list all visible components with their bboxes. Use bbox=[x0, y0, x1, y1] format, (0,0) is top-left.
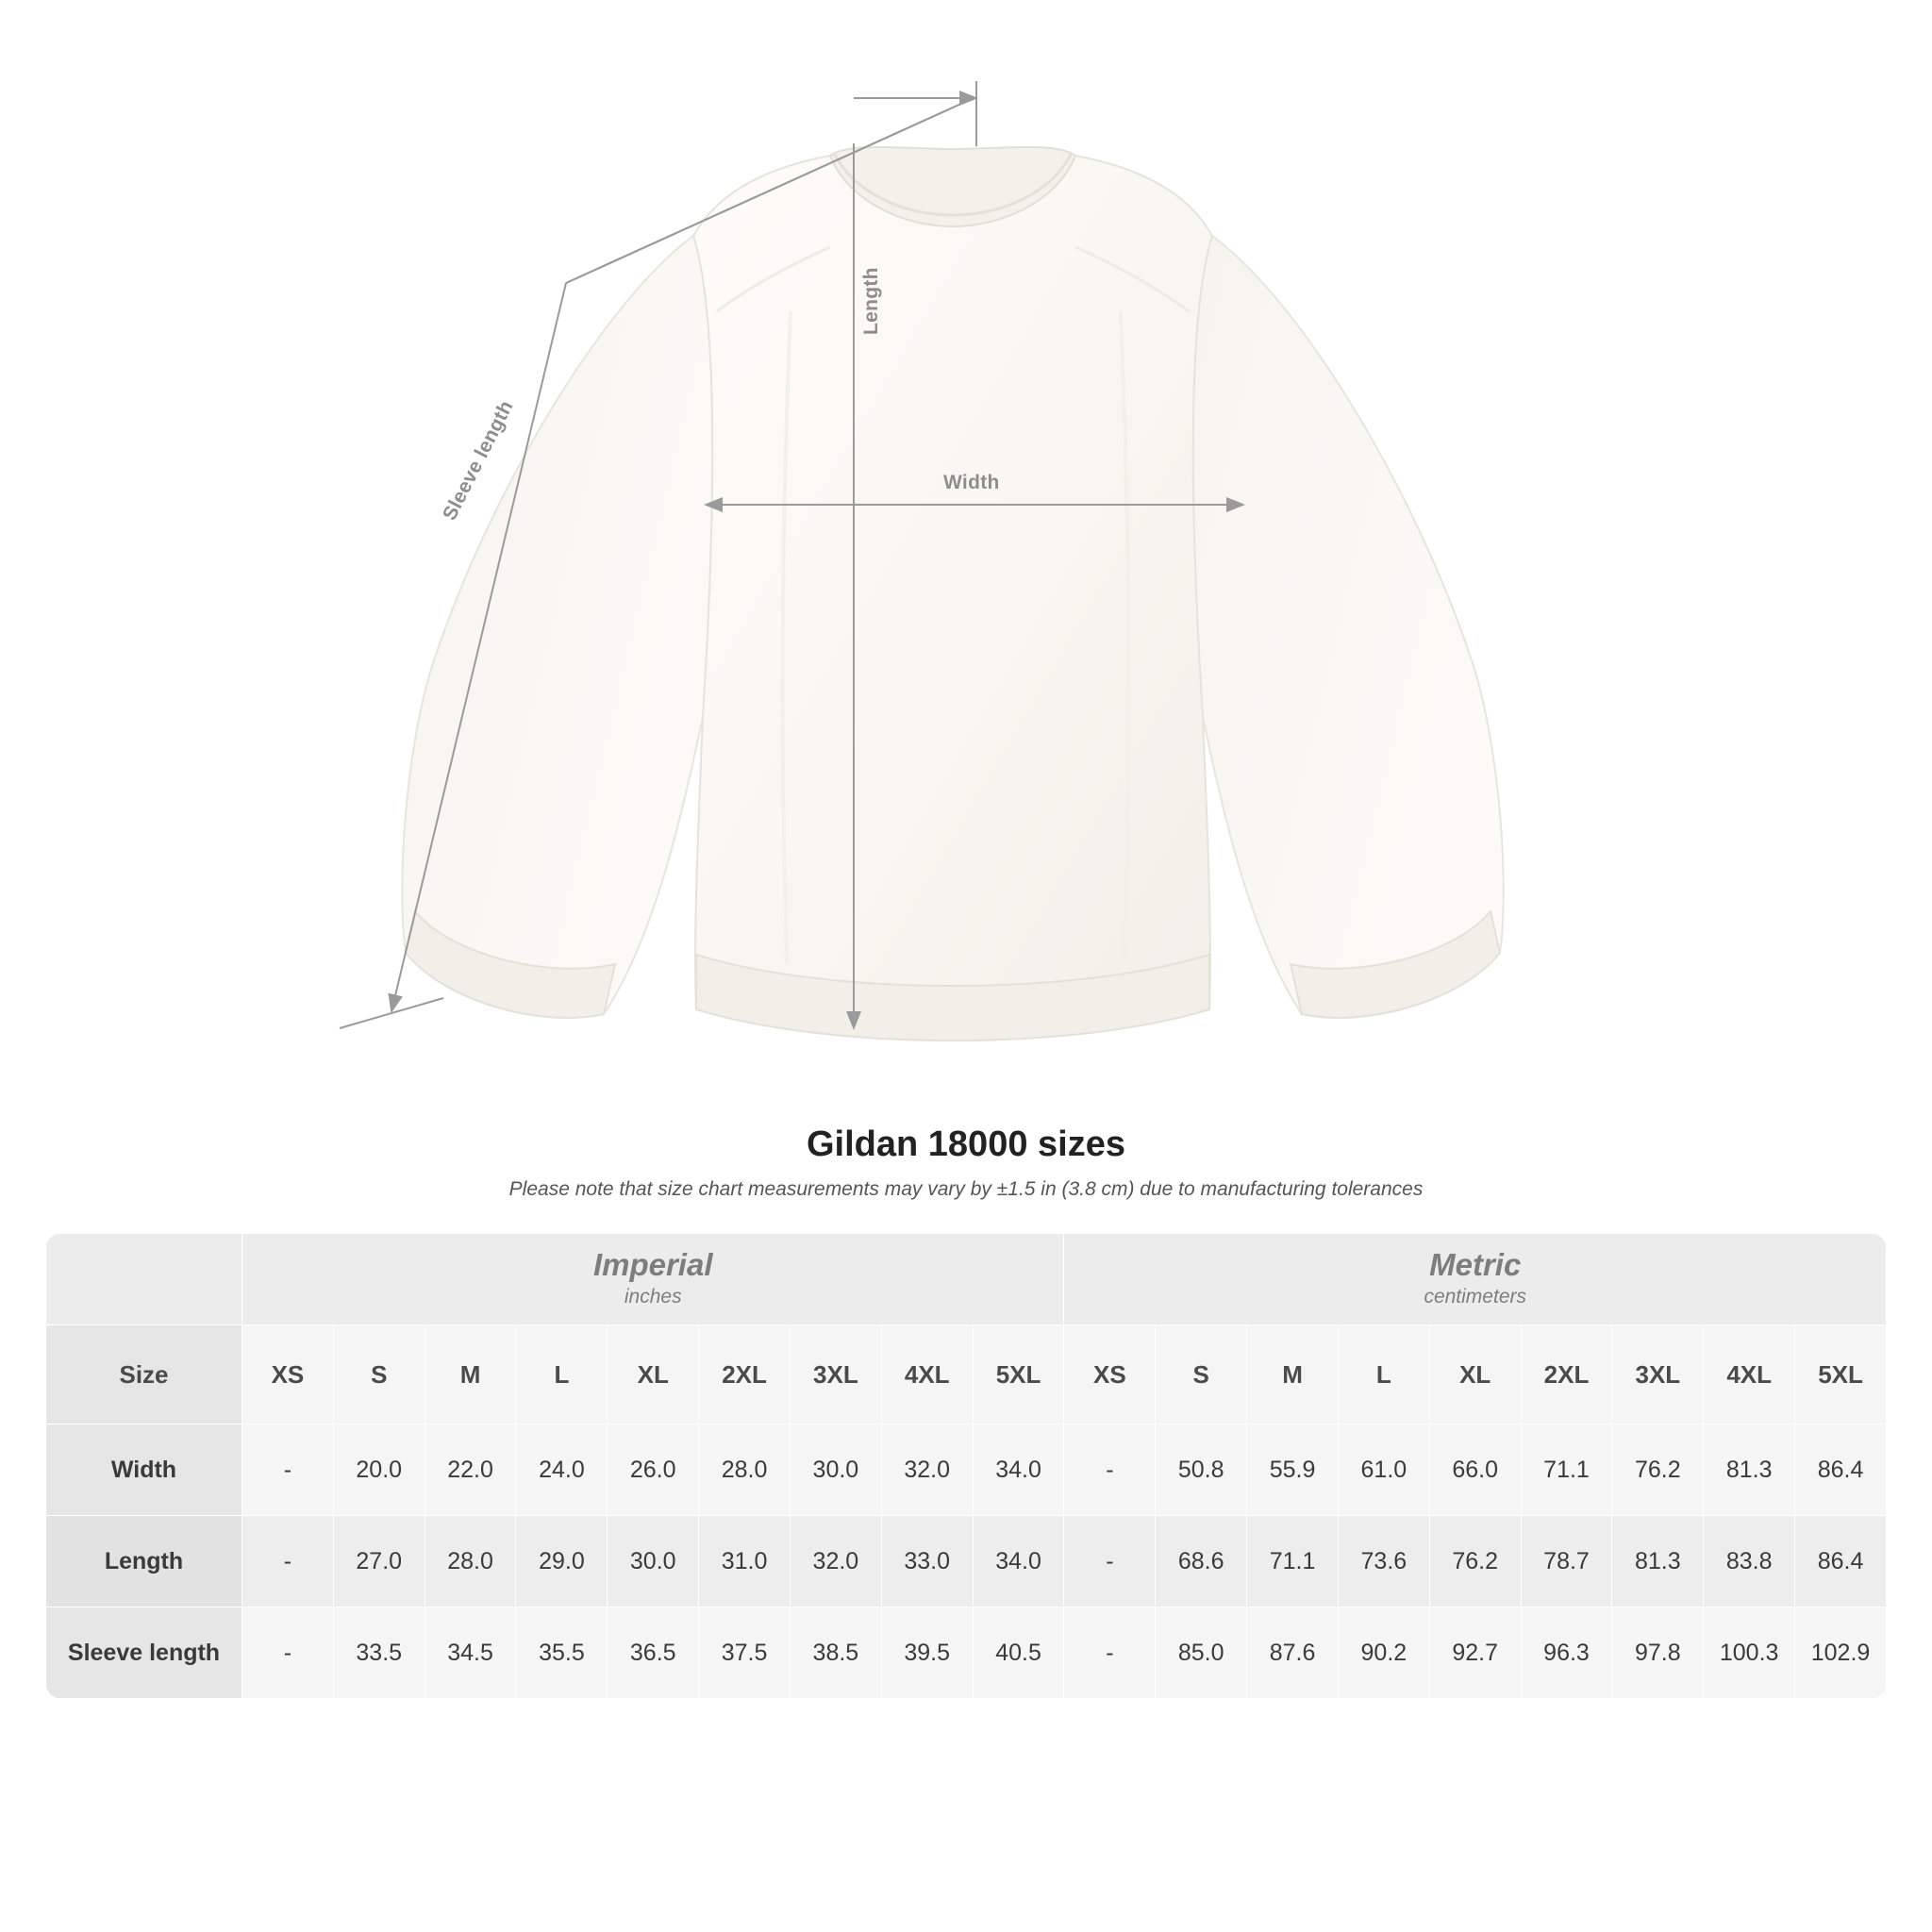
size-column-header: 2XL bbox=[699, 1325, 791, 1424]
measurement-cell: 34.5 bbox=[425, 1607, 516, 1699]
measurement-cell: 76.2 bbox=[1612, 1424, 1704, 1516]
size-column-header: 5XL bbox=[1795, 1325, 1887, 1424]
measurement-cell: 96.3 bbox=[1521, 1607, 1612, 1699]
unit-group-imperial-name: Imperial bbox=[592, 1247, 713, 1283]
measurement-cell: 66.0 bbox=[1429, 1424, 1521, 1516]
size-column-header: L bbox=[516, 1325, 608, 1424]
size-column-header: 4XL bbox=[881, 1325, 973, 1424]
measurement-cell: 86.4 bbox=[1795, 1516, 1887, 1607]
measurement-cell: 97.8 bbox=[1612, 1607, 1704, 1699]
measurement-cell: 50.8 bbox=[1156, 1424, 1247, 1516]
measurement-cell: - bbox=[1064, 1607, 1156, 1699]
measurement-cell: 36.5 bbox=[608, 1607, 699, 1699]
width-dimension-label: Width bbox=[943, 472, 1000, 493]
unit-header-row bbox=[46, 1234, 1887, 1325]
measurement-cell: - bbox=[1064, 1424, 1156, 1516]
measurement-cell: 55.9 bbox=[1247, 1424, 1339, 1516]
measurement-cell: 83.8 bbox=[1704, 1516, 1795, 1607]
measurement-cell: 100.3 bbox=[1704, 1607, 1795, 1699]
size-column-header: 4XL bbox=[1704, 1325, 1795, 1424]
size-column-header: 5XL bbox=[973, 1325, 1064, 1424]
measurement-cell: 61.0 bbox=[1338, 1424, 1429, 1516]
tolerance-note: Please note that size chart measurements may vary by ±1.5 in (3.8 cm) due to manufacturing tolerances bbox=[508, 1178, 1424, 1200]
size-label-cell: Size bbox=[46, 1325, 242, 1424]
size-column-header: XL bbox=[608, 1325, 699, 1424]
measurement-cell: 29.0 bbox=[516, 1516, 608, 1607]
measurement-cell: 30.0 bbox=[790, 1424, 881, 1516]
page-title: Gildan 18000 sizes bbox=[807, 1124, 1125, 1164]
measurement-cell: 90.2 bbox=[1338, 1607, 1429, 1699]
size-column-header: XL bbox=[1429, 1325, 1521, 1424]
measurement-cell: 27.0 bbox=[333, 1516, 425, 1607]
measurement-cell: 102.9 bbox=[1795, 1607, 1887, 1699]
measurement-cell: 73.6 bbox=[1338, 1516, 1429, 1607]
measurement-cell: 33.5 bbox=[333, 1607, 425, 1699]
measurement-cell: 68.6 bbox=[1156, 1516, 1247, 1607]
measurement-label-cell: Width bbox=[46, 1424, 242, 1516]
measurement-cell: 34.0 bbox=[973, 1424, 1064, 1516]
size-column-header: XS bbox=[242, 1325, 334, 1424]
measurement-cell: 32.0 bbox=[790, 1516, 881, 1607]
size-column-header: 2XL bbox=[1521, 1325, 1612, 1424]
measurement-cell: - bbox=[242, 1607, 334, 1699]
unit-group-imperial bbox=[242, 1234, 1064, 1325]
measurement-cell: 92.7 bbox=[1429, 1607, 1521, 1699]
unit-group-metric-sub: centimeters bbox=[1424, 1286, 1526, 1308]
measurement-cell: 35.5 bbox=[516, 1607, 608, 1699]
size-column-header: M bbox=[425, 1325, 516, 1424]
measurement-cell: 86.4 bbox=[1795, 1424, 1887, 1516]
unit-group-metric bbox=[1064, 1234, 1887, 1325]
measurement-cell: 78.7 bbox=[1521, 1516, 1612, 1607]
measurement-cell: 85.0 bbox=[1156, 1607, 1247, 1699]
unit-group-imperial-sub: inches bbox=[624, 1286, 682, 1308]
sweatshirt-body bbox=[402, 147, 1504, 1041]
table-row bbox=[46, 1516, 1887, 1607]
size-column-header: S bbox=[1156, 1325, 1247, 1424]
size-header-row bbox=[46, 1325, 1887, 1424]
size-column-header: 3XL bbox=[1612, 1325, 1704, 1424]
measurement-label-cell: Sleeve length bbox=[46, 1607, 242, 1699]
measurement-cell: 24.0 bbox=[516, 1424, 608, 1516]
measurement-cell: - bbox=[1064, 1516, 1156, 1607]
measurement-cell: 71.1 bbox=[1247, 1516, 1339, 1607]
measurement-cell: 34.0 bbox=[973, 1516, 1064, 1607]
table-row bbox=[46, 1607, 1887, 1699]
length-dimension-label: Length bbox=[860, 267, 882, 335]
measurement-cell: 76.2 bbox=[1429, 1516, 1521, 1607]
measurement-cell: 30.0 bbox=[608, 1516, 699, 1607]
size-column-header: XS bbox=[1064, 1325, 1156, 1424]
measurement-cell: 37.5 bbox=[699, 1607, 791, 1699]
measurement-cell: 33.0 bbox=[881, 1516, 973, 1607]
measurement-cell: 32.0 bbox=[881, 1424, 973, 1516]
measurement-cell: 71.1 bbox=[1521, 1424, 1612, 1516]
table-row bbox=[46, 1424, 1887, 1516]
title-block bbox=[0, 1124, 1932, 1201]
size-table-container bbox=[45, 1233, 1887, 1699]
measurement-label-cell: Length bbox=[46, 1516, 242, 1607]
size-column-header: M bbox=[1247, 1325, 1339, 1424]
measurement-cell: 38.5 bbox=[790, 1607, 881, 1699]
measurement-cell: 81.3 bbox=[1704, 1424, 1795, 1516]
unit-group-metric-name: Metric bbox=[1429, 1247, 1522, 1283]
sleeve-length-dimension-label: Sleeve length bbox=[439, 396, 518, 525]
measurement-cell: 87.6 bbox=[1247, 1607, 1339, 1699]
measurement-cell: 40.5 bbox=[973, 1607, 1064, 1699]
measurement-cell: 28.0 bbox=[699, 1424, 791, 1516]
measurement-cell: 39.5 bbox=[881, 1607, 973, 1699]
table-corner-cell bbox=[46, 1234, 242, 1325]
measurement-cell: 26.0 bbox=[608, 1424, 699, 1516]
size-table bbox=[45, 1233, 1887, 1699]
measurement-cell: 28.0 bbox=[425, 1516, 516, 1607]
measurement-cell: 20.0 bbox=[333, 1424, 425, 1516]
measurement-cell: 81.3 bbox=[1612, 1516, 1704, 1607]
measurement-cell: - bbox=[242, 1424, 334, 1516]
size-column-header: 3XL bbox=[790, 1325, 881, 1424]
size-column-header: L bbox=[1338, 1325, 1429, 1424]
measurement-cell: - bbox=[242, 1516, 334, 1607]
measurement-cell: 31.0 bbox=[699, 1516, 791, 1607]
size-column-header: S bbox=[333, 1325, 425, 1424]
measurement-cell: 22.0 bbox=[425, 1424, 516, 1516]
